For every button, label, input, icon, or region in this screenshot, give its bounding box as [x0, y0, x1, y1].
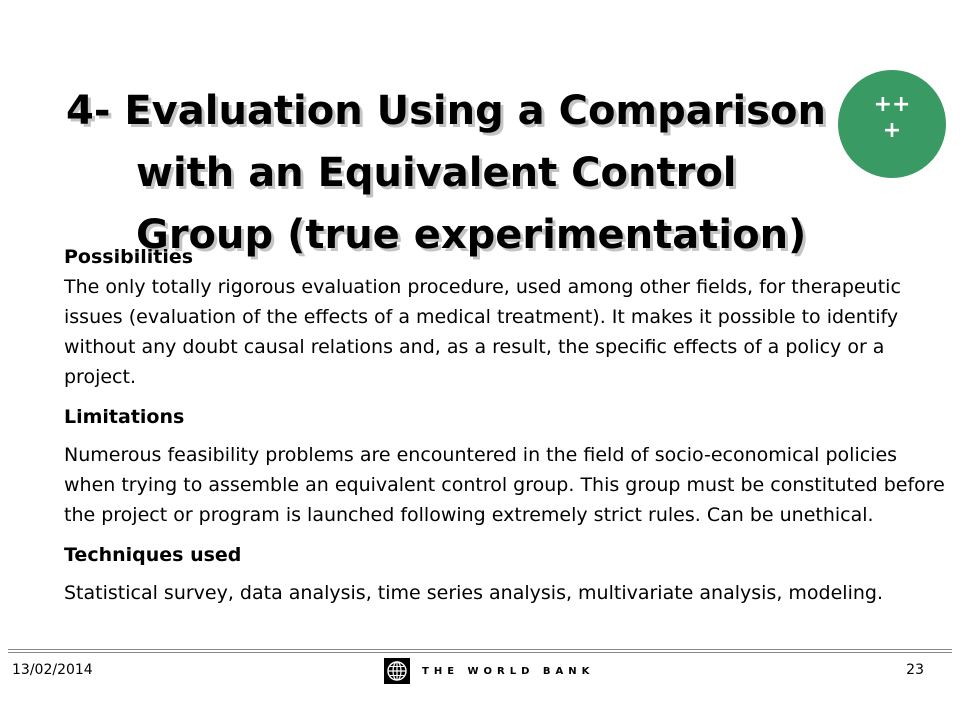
title-line-3: Group (true experimentation): [136, 212, 807, 258]
slide-title: [66, 80, 926, 266]
section-body-possibilities: The only totally rigorous evaluation procedure, used among other fields, for therapeutic issues (evaluation of the effects of a medical treatment). It makes it possible to identify without any doubt causal relations and, as a result, the specific effects of a policy or a project.: [64, 276, 901, 388]
section-heading-techniques: Techniques used: [64, 544, 242, 566]
footer-divider-top: [8, 649, 952, 650]
section-heading-possibilities: Possibilities: [64, 246, 194, 268]
world-bank-wordmark: THE WORLD BANK: [422, 665, 595, 677]
page-number: 23: [906, 662, 924, 678]
section-heading-limitations: Limitations: [64, 406, 185, 428]
globe-icon: [384, 658, 410, 684]
title-line-2: with an Equivalent Control: [136, 150, 737, 196]
badge-line-2: +: [882, 118, 902, 143]
rating-badge: [838, 70, 946, 178]
section-body-limitations: Numerous feasibility problems are encountered in the field of socio-economical policies when trying to assemble an equivalent control group. This group must be constituted before the project or program is launched following extremely strict rules. Can be unethical.: [64, 444, 945, 526]
footer-divider-bottom: [8, 652, 952, 653]
footer-date: 13/02/2014: [12, 662, 93, 678]
title-line-1: 4- Evaluation Using a Comparison: [66, 88, 826, 134]
slide-body: [64, 242, 949, 608]
section-body-techniques: Statistical survey, data analysis, time series analysis, multivariate analysis, modeling.: [64, 582, 883, 604]
badge-line-1: ++: [873, 92, 911, 117]
world-bank-logo: [384, 658, 594, 684]
